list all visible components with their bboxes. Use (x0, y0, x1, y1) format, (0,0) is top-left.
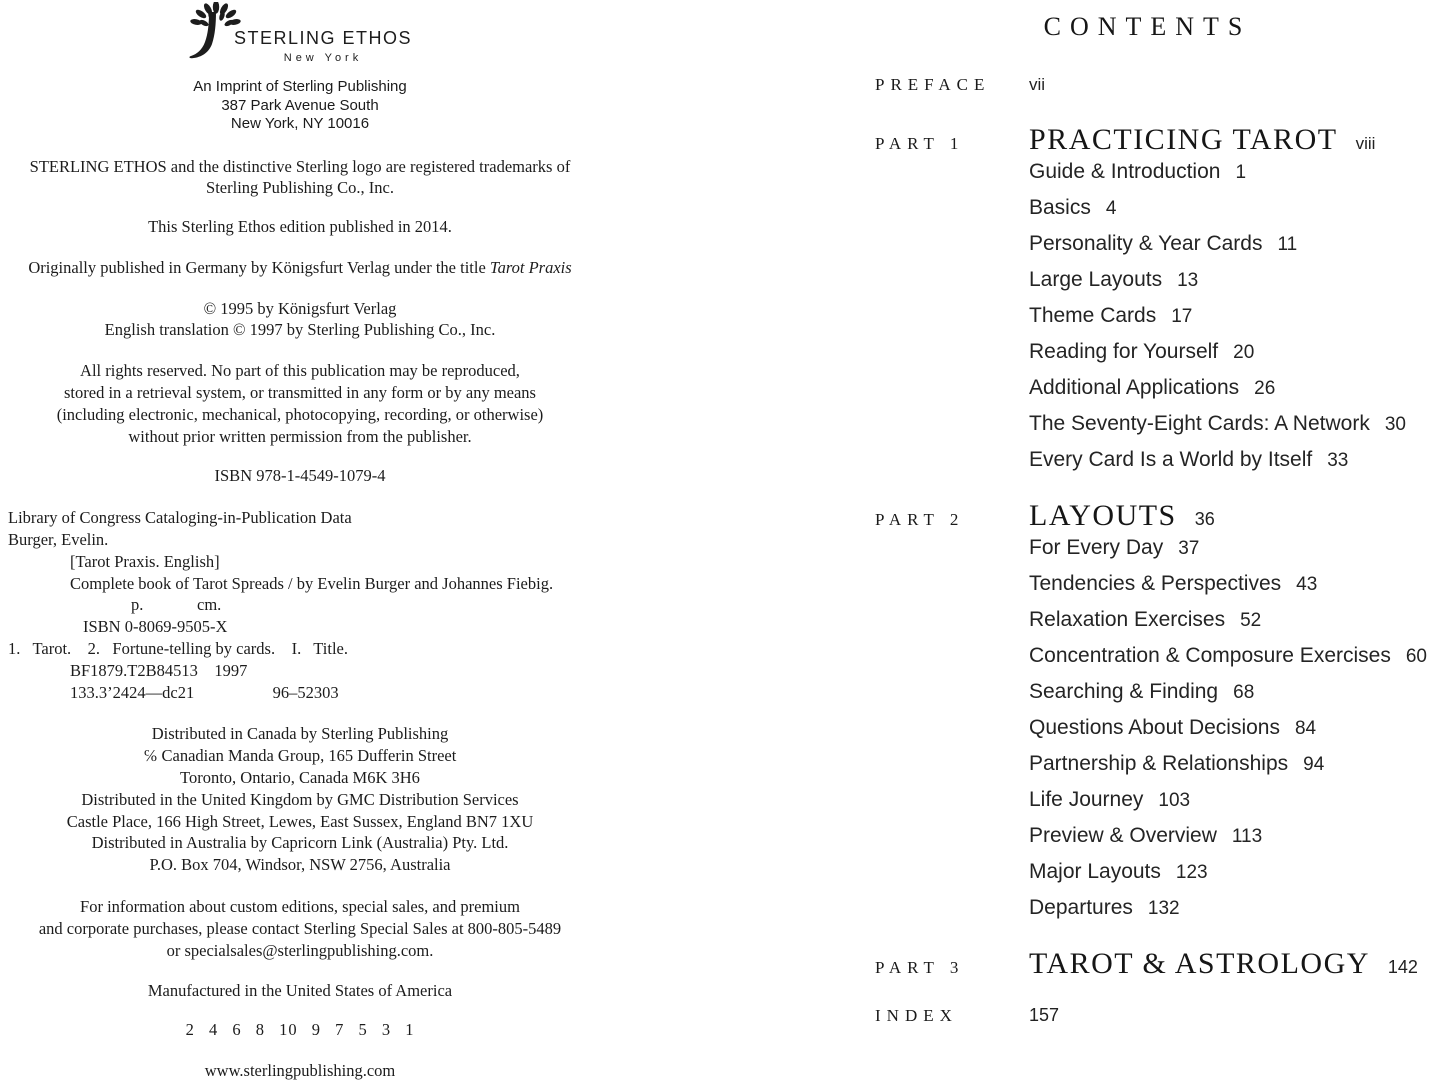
copyright-lines (0, 298, 600, 342)
index-page-number: 157 (1029, 1005, 1060, 1025)
toc-item (1029, 788, 1427, 824)
distribution-line: Distributed in Canada by Sterling Publishing (151, 724, 449, 744)
toc-item-label: Basics (1029, 196, 1091, 219)
toc-item (1029, 196, 1406, 232)
toc-item (1029, 824, 1427, 860)
part-page-number: 36 (1194, 509, 1215, 529)
toc-item (1029, 860, 1427, 896)
rights-line: stored in a retrieval system, or transmitted in any form or by any means (64, 383, 536, 403)
toc-item-label: Searching & Finding (1029, 680, 1219, 703)
part-heading (1029, 123, 1406, 157)
toc-item (1029, 896, 1427, 932)
toc-item-label: Departures (1029, 896, 1133, 919)
toc-item-label: Theme Cards (1029, 304, 1157, 327)
distribution-line: Distributed in Australia by Capricorn Link (Australia) Pty. Ltd. (91, 833, 509, 853)
toc-item-page-number: 94 (1303, 754, 1325, 775)
publisher-city: New York (283, 52, 363, 64)
imprint-line: 387 Park Avenue South (221, 96, 379, 114)
toc-item (1029, 536, 1427, 572)
toc-part-row (850, 123, 1445, 484)
toc-item-page-number: 26 (1254, 378, 1276, 399)
copyright-line: © 1995 by Königsfurt Verlag (203, 298, 397, 318)
original-title: Tarot Praxis (489, 257, 572, 277)
toc-item-label: The Seventy-Eight Cards: A Network (1029, 412, 1370, 435)
toc-item-label: Reading for Yourself (1029, 340, 1219, 363)
isbn-13: ISBN 978-1-4549-1079-4 (214, 466, 386, 486)
loc-line: Burger, Evelin. (8, 530, 109, 550)
publisher-name: STERLING ETHOS (233, 28, 413, 48)
original-publication-text: Originally published in Germany by Königsfurt Verlag under the title (28, 257, 490, 277)
toc-item (1029, 160, 1406, 196)
toc-item-page-number: 11 (1277, 234, 1298, 255)
part-content (1029, 123, 1406, 484)
part-item-list (1029, 536, 1427, 932)
toc-index-row (850, 1005, 1445, 1026)
publisher-website: www.sterlingpublishing.com (204, 1061, 396, 1080)
toc-item (1029, 304, 1406, 340)
manufactured-note: Manufactured in the United States of America (147, 981, 453, 1001)
toc-item-page-number: 1 (1235, 162, 1247, 183)
part-content (1029, 947, 1418, 981)
part-label: PART 2 (875, 510, 965, 529)
special-sales-line: For information about custom editions, special sales, and premium (80, 897, 520, 917)
part-heading (1029, 947, 1418, 981)
rights-line: (including electronic, mechanical, photocopying, recording, or otherwise) (56, 404, 544, 424)
distribution-line: Toronto, Ontario, Canada M6K 3H6 (180, 768, 420, 788)
toc-item (1029, 412, 1406, 448)
toc-item (1029, 644, 1427, 680)
toc-item (1029, 376, 1406, 412)
toc-item-page-number: 4 (1105, 198, 1117, 219)
toc-item-page-number: 43 (1296, 574, 1318, 595)
part-label: PART 1 (875, 134, 965, 153)
contents-page (850, 0, 1445, 1026)
index-label: INDEX (875, 1006, 958, 1025)
part-label: PART 3 (875, 958, 965, 977)
part-page-number: viii (1355, 134, 1376, 153)
toc-item (1029, 572, 1427, 608)
publisher-logo-text (234, 2, 412, 64)
special-sales-line: and corporate purchases, please contact Sterling Special Sales at 800-805-5489 (38, 918, 562, 938)
trademark-notice (0, 156, 600, 200)
toc-item-page-number: 113 (1231, 826, 1263, 847)
loc-line: p. cm. (131, 595, 222, 615)
publisher-logo (0, 0, 600, 64)
distribution-line: P.O. Box 704, Windsor, NSW 2756, Australia (149, 855, 451, 875)
toc-item-page-number: 103 (1158, 790, 1191, 811)
special-sales-block (0, 896, 600, 961)
loc-line: [Tarot Praxis. English] (70, 551, 220, 571)
toc-item-page-number: 123 (1175, 862, 1208, 883)
loc-line: 133.3’2424—dc21 96–52303 (70, 682, 339, 702)
loc-line: 1. Tarot. 2. Fortune-telling by cards. I. Title. (8, 639, 348, 659)
distribution-block (0, 723, 600, 876)
toc-item-label: Personality & Year Cards (1029, 232, 1263, 255)
copyright-line: English translation © 1997 by Sterling Publishing Co., Inc. (104, 320, 496, 340)
loc-line: BF1879.T2B84513 1997 (70, 660, 248, 680)
contents-title: CONTENTS (1043, 12, 1252, 41)
toc-item (1029, 268, 1406, 304)
toc-item (1029, 340, 1406, 376)
part-title: PRACTICING TAROT (1029, 123, 1338, 156)
part-heading (1029, 499, 1427, 533)
toc-item (1029, 232, 1406, 268)
rights-line: All rights reserved. No part of this publication may be reproduced, (80, 361, 520, 381)
part-content (1029, 499, 1427, 932)
rights-line: without prior written permission from the publisher. (128, 426, 472, 446)
toc-item-page-number: 17 (1171, 306, 1193, 327)
distribution-line: ℅ Canadian Manda Group, 165 Dufferin Street (143, 746, 457, 766)
trademark-line: STERLING ETHOS and the distinctive Sterling logo are registered trademarks of (29, 156, 571, 176)
toc-item-label: Guide & Introduction (1029, 160, 1221, 183)
imprint-line: An Imprint of Sterling Publishing (193, 78, 407, 95)
special-sales-line: or specialsales@sterlingpublishing.com. (166, 940, 434, 960)
toc-item-page-number: 84 (1294, 718, 1317, 739)
toc-item-page-number: 52 (1240, 610, 1262, 631)
preface-page-number: vii (1029, 75, 1046, 94)
toc-item-page-number: 33 (1327, 450, 1349, 471)
toc-item-page-number: 132 (1147, 898, 1180, 919)
toc-item (1029, 752, 1427, 788)
toc-item-label: Additional Applications (1029, 376, 1240, 399)
imprint-address-block (0, 78, 600, 134)
toc-item-page-number: 60 (1405, 646, 1427, 667)
toc-item-label: Major Layouts (1029, 860, 1161, 883)
toc-part-row (850, 499, 1445, 932)
toc-item (1029, 680, 1427, 716)
toc-item-label: Life Journey (1029, 788, 1144, 811)
toc-item-label: Partnership & Relationships (1029, 752, 1289, 775)
imprint-line: New York, NY 10016 (230, 115, 370, 132)
toc-item (1029, 448, 1406, 484)
preface-label: PREFACE (875, 75, 991, 94)
distribution-line: Distributed in the United Kingdom by GMC Distribution Services (81, 789, 519, 809)
toc-item-label: Tendencies & Perspectives (1029, 572, 1282, 595)
printing-number-line: 2 4 6 8 10 9 7 5 3 1 (185, 1020, 415, 1040)
copyright-page (0, 0, 600, 1082)
toc-item-page-number: 68 (1233, 682, 1255, 703)
part-page-number: 142 (1387, 957, 1418, 977)
toc-item-label: Preview & Overview (1029, 824, 1217, 847)
loc-line: Complete book of Tarot Spreads / by Evelin Burger and Johannes Fiebig. (70, 573, 554, 593)
toc-item-page-number: 37 (1178, 538, 1200, 559)
edition-note: This Sterling Ethos edition published in 2014. (148, 217, 452, 237)
toc-item-label: Questions About Decisions (1029, 716, 1280, 739)
toc-item-page-number: 20 (1233, 342, 1255, 363)
toc-part-row (850, 947, 1445, 981)
toc-item-page-number: 13 (1177, 270, 1199, 291)
toc-item (1029, 608, 1427, 644)
loc-line: Library of Congress Cataloging-in-Publication Data (8, 508, 352, 528)
part-item-list (1029, 160, 1406, 484)
toc-item-page-number: 30 (1384, 414, 1406, 435)
toc-item-label: For Every Day (1029, 536, 1164, 559)
toc-item (1029, 716, 1427, 752)
toc-item-label: Relaxation Exercises (1029, 608, 1226, 631)
distribution-line: Castle Place, 166 High Street, Lewes, East Sussex, England BN7 1XU (66, 811, 534, 831)
toc-item-label: Every Card Is a World by Itself (1029, 448, 1313, 471)
part-title: LAYOUTS (1029, 499, 1177, 532)
trademark-line: Sterling Publishing Co., Inc. (206, 178, 394, 198)
rights-notice (0, 360, 600, 447)
part-title: TAROT & ASTROLOGY (1029, 947, 1370, 980)
toc-item-label: Large Layouts (1029, 268, 1163, 291)
toc-item-label: Concentration & Composure Exercises (1029, 644, 1391, 667)
library-of-congress-block (0, 507, 600, 703)
loc-line: ISBN 0-8069-9505-X (83, 617, 228, 637)
original-publication-note (0, 257, 600, 279)
toc-preface-row (850, 75, 1445, 95)
